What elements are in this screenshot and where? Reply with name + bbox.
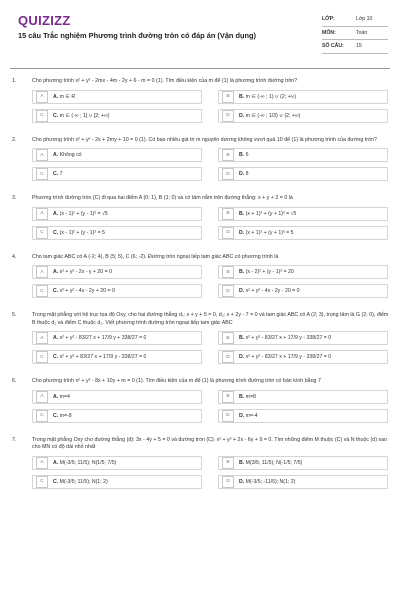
option-label: C. [53,478,59,485]
option-text [53,479,108,485]
option-label: D. [239,478,245,485]
option-row [32,265,388,279]
option-label: C. [53,171,59,177]
question-number: 3. [12,195,17,201]
answer-option[interactable] [32,331,202,345]
option-value: (x + 1)² + (y + 1)² = √5 [245,210,297,217]
question-header [12,137,390,145]
option-letter-box: B [222,91,234,103]
question-number: 6. [12,378,17,384]
answer-option[interactable] [32,284,202,298]
option-value: 8 [245,171,249,177]
option-letter-box: B [222,391,234,403]
option-text [239,152,249,158]
option-value: 6 [245,152,249,158]
answer-options [32,90,388,123]
question-header [12,437,390,452]
option-text [53,394,70,400]
answer-options [32,331,388,364]
option-letter-box: A [36,391,48,403]
option-letter-box: D [222,476,234,488]
question-text: Cho phương trình x² + y² - 2x + 2my + 10 = 0 (1). Có bao nhiêu giá trị m nguyên dương không vượt quá 10 để (1) là phương trình của đường tròn? [32,136,377,143]
answer-option[interactable] [218,265,388,279]
option-value: M(-3/5; 11/5); N(1; 2) [59,478,108,485]
option-letter-box: C [36,351,48,363]
option-text [239,171,249,177]
option-value: x² + y² - 4x - 2y + 20 = 0 [59,288,115,294]
option-label: B. [239,210,245,217]
option-value: x² + y² - 83/27 x + 17/9 y + 338/27 = 0 [59,335,147,341]
answer-options [32,265,388,298]
answer-option[interactable] [218,109,388,123]
option-value: M(-3/5; 11/5); N(1/5; 7/5) [59,459,117,466]
option-label: B. [239,152,245,158]
question-header [12,195,390,203]
answer-option[interactable] [32,409,202,423]
meta-row [322,13,388,27]
question-header [12,254,390,262]
option-text [53,413,72,419]
option-row [32,90,388,104]
option-text [53,335,146,341]
answer-option[interactable] [218,409,388,423]
answer-option[interactable] [32,390,202,404]
question-block [12,78,390,123]
option-row [32,109,388,123]
option-text [53,152,82,158]
option-value: m ∈ R [59,93,76,100]
option-row [32,207,388,221]
question-number: 7. [12,436,17,443]
question-number: 5. [12,312,17,318]
option-row [32,226,388,240]
question-list [0,78,400,494]
option-label: A. [53,93,59,100]
option-label: C. [53,354,59,360]
answer-option[interactable] [218,284,388,298]
question-block [12,137,390,182]
option-row [32,350,388,364]
answer-option[interactable] [218,167,388,181]
answer-option[interactable] [32,207,202,221]
answer-options [32,390,388,423]
option-label: D. [239,288,245,294]
question-block [12,437,390,489]
option-label: D. [239,229,245,236]
option-text [53,171,63,177]
answer-option[interactable] [32,109,202,123]
question-text: Trong mặt phẳng với hệ trục tọa độ Oxy, cho hai đường thẳng d₁: x + y + 5 = 0, d₂: x + 2y - 7 = 0 và tam giác ABC có A (2; 3), trọng tâm là G (2; 0), điểm B thuộc d₁ và điểm C thuộc d₂. Viết phương trình đường tròn ngoại tiếp tam giác ABC [32,312,389,326]
option-label: B. [239,335,245,341]
option-row [32,284,388,298]
option-value: (x - 2)² + (y - 1)² = 20 [245,269,294,275]
option-value: m=-8 [59,412,72,419]
option-letter-box: C [36,168,48,180]
answer-option[interactable] [32,456,202,470]
option-label: A. [53,269,59,275]
option-value: m=-4 [245,412,258,419]
option-text [53,94,75,100]
option-label: B. [239,459,245,466]
option-label: A. [53,459,59,466]
option-letter-box: A [36,91,48,103]
meta-row [322,40,388,54]
option-value: m=8 [245,393,256,400]
option-text [53,113,110,119]
option-text [239,211,296,217]
answer-option[interactable] [218,456,388,470]
answer-options [32,207,388,240]
option-letter-box: D [222,168,234,180]
option-row [32,148,388,162]
answer-option[interactable] [32,475,202,489]
option-value: (x + 1)² + (y + 1)² = 5 [245,229,294,236]
question-text: Phương trình đường tròn (C) đi qua hai điểm A (0; 1), B (1; 0) và có tâm nằm trên đường thẳng: x + y + 2 = 0 là [32,195,293,201]
option-text [53,269,112,275]
option-letter-box: C [36,227,48,239]
quizizz-logo: QUIZIZZ [18,13,71,28]
question-number: 2. [12,136,17,143]
option-letter-box: C [36,410,48,422]
question-block [12,254,390,299]
question-header [12,378,390,386]
question-header [12,78,390,86]
option-letter-box: D [222,285,234,297]
option-row [32,331,388,345]
option-letter-box: B [222,149,234,161]
option-text [53,230,105,236]
meta-key: LỚP: [322,16,335,23]
option-letter-box: B [222,266,234,278]
option-label: A. [53,335,59,341]
option-text [239,288,300,294]
option-letter-box: A [36,149,48,161]
option-letter-box: C [36,476,48,488]
option-label: C. [53,229,59,236]
option-row [32,456,388,470]
answer-option[interactable] [218,148,388,162]
question-block [12,312,390,364]
option-text [239,394,256,400]
option-label: B. [239,269,245,275]
question-block [12,378,390,423]
option-value: (x - 1)² + (y - 1)² = √5 [59,210,108,217]
option-letter-box: A [36,457,48,469]
meta-value: 15 [356,43,362,50]
meta-box [322,13,388,54]
question-text: Cho phương trình x² + y² - 8x + 10y + m = 0 (1). Tìm điều kiện của m để (1) là phương trình đường tròn có bán kính bằng 7 [32,378,321,384]
option-text [239,230,294,236]
option-value: M(3/5; 11/5); N(-1/5; 7/5) [245,459,303,466]
question-number: 4. [12,253,17,260]
option-letter-box: D [222,410,234,422]
question-text: Cho tam giác ABC có A (-2; 4), B (5; 5), C (6; -2). Đường tròn ngoại tiếp tam giác ABC có phương trình là [32,253,279,260]
option-letter-box: A [36,332,48,344]
answer-option[interactable] [218,475,388,489]
option-row [32,409,388,423]
answer-option[interactable] [32,350,202,364]
answer-option[interactable] [32,90,202,104]
option-value: m=4 [59,393,70,400]
meta-row [322,27,388,41]
option-text [53,354,146,360]
answer-options [32,456,388,489]
option-value: Không có [59,152,82,158]
answer-option[interactable] [218,90,388,104]
option-label: C. [53,288,59,294]
option-value: m ∈ (-∞ ; 1] ∪ [2; +∞) [59,112,110,119]
option-value: 7 [59,171,63,177]
question-text: Trong mặt phẳng Oxy cho đường thẳng (d): 3x - 4y + 5 = 0 và đường tròn (C): x² + y² + 2x - 6y + 9 = 0. Tìm những điểm M thuộc (C) và N thuộc (d) sao cho MN có độ dài nhỏ nhất [32,436,387,450]
option-label: B. [239,393,245,400]
option-row [32,167,388,181]
answer-option[interactable] [32,226,202,240]
answer-option[interactable] [32,265,202,279]
option-text [239,413,258,419]
option-letter-box: B [222,332,234,344]
option-label: A. [53,393,59,400]
option-value: x² + y² - 83/27 x + 17/9 y - 338/27 = 0 [245,335,332,341]
option-label: D. [239,412,245,419]
option-letter-box: B [222,457,234,469]
option-letter-box: B [222,208,234,220]
page-title: 15 câu Trắc nghiệm Phương trình đường tròn có đáp án (Vận dụng) [18,31,257,40]
option-value: m ∈ (-∞ ; 1/3) ∪ (2; +∞) [245,112,301,119]
option-letter-box: D [222,110,234,122]
option-row [32,390,388,404]
question-header [12,312,390,327]
option-label: C. [53,112,59,119]
answer-option[interactable] [32,167,202,181]
meta-value: Lớp 10 [356,16,373,23]
option-value: x² + y² + 83/27 x + 17/9 y - 338/27 = 0 [59,354,147,360]
option-label: D. [239,112,245,119]
option-value: (x - 1)² + (y - 1)² = 5 [59,229,105,236]
meta-key: SỐ CÂU: [322,43,344,50]
meta-value: Toán [356,29,368,36]
option-text [239,354,331,360]
option-text [239,335,331,341]
option-label: A. [53,210,59,217]
option-letter-box: A [36,208,48,220]
option-letter-box: D [222,227,234,239]
meta-key: MÔN: [322,29,336,36]
option-value: M(-3/5; -11/5); N(1; 2) [245,478,296,485]
question-number: 1. [12,78,17,84]
option-label: B. [239,93,245,100]
option-text [239,113,300,119]
option-label: A. [53,152,59,158]
option-text [239,460,302,466]
option-value: x² + y² - 4x - 2y - 20 = 0 [245,288,300,294]
option-letter-box: D [222,351,234,363]
option-value: m ∈ (-∞ ; 1) ∪ (2; +∞) [245,93,297,100]
option-text [239,94,296,100]
answer-option[interactable] [218,331,388,345]
header-divider [10,68,390,69]
option-text [53,288,115,294]
question-text: Cho phương trình x² + y² - 2mx - 4m - 2y + 6 - m = 0 (1). Tìm điều kiện của m để (1) là phương trình đường tròn? [32,78,298,84]
option-text [239,479,295,485]
option-text [239,269,294,275]
option-text [53,460,116,466]
option-label: C. [53,412,59,419]
answer-option[interactable] [32,148,202,162]
option-letter-box: C [36,285,48,297]
answer-option[interactable] [218,207,388,221]
answer-option[interactable] [218,350,388,364]
option-value: x² + y² - 2x - y + 20 = 0 [59,269,112,275]
answer-options [32,148,388,181]
option-value: x² + y² - 83/27 x + 17/9 y - 338/27 = 0 [245,354,332,360]
option-letter-box: C [36,110,48,122]
option-label: D. [239,171,245,177]
option-text [53,211,108,217]
option-row [32,475,388,489]
question-block [12,195,390,240]
option-letter-box: A [36,266,48,278]
answer-option[interactable] [218,226,388,240]
option-label: D. [239,354,245,360]
answer-option[interactable] [218,390,388,404]
